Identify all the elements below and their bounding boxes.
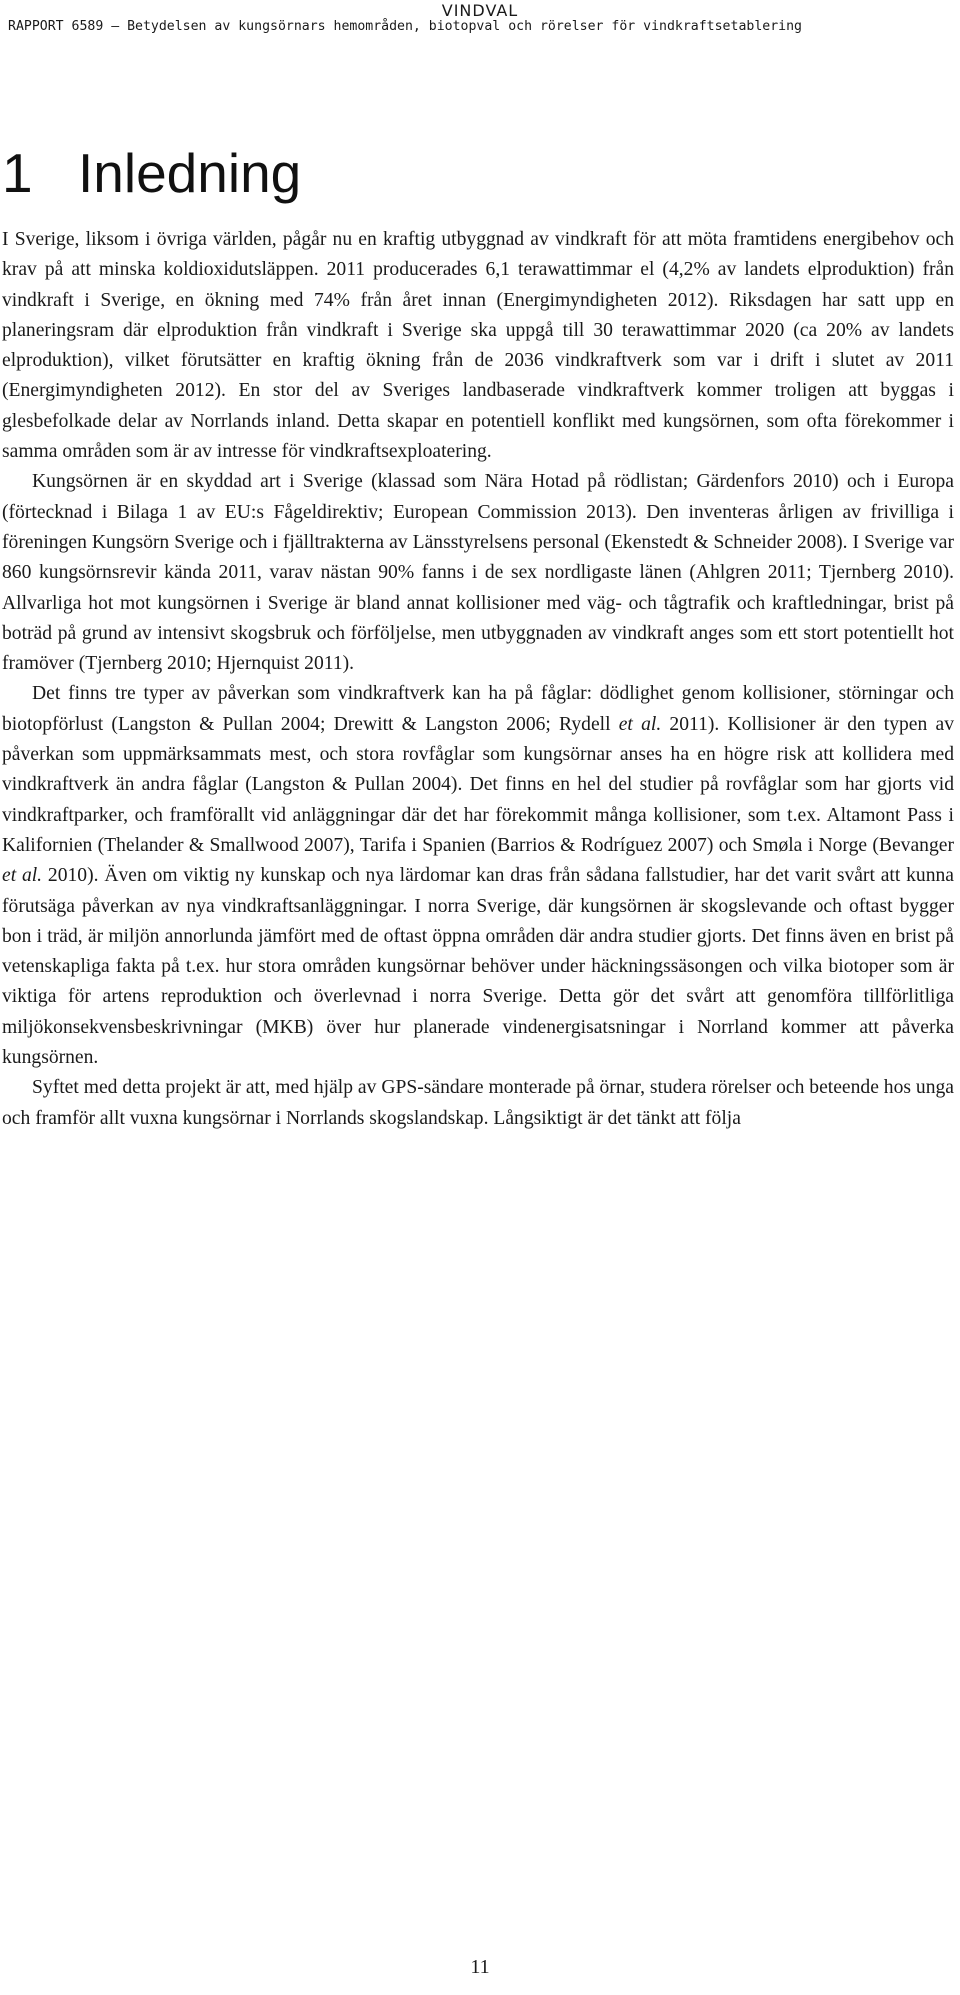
italic-et-al: et al. — [2, 865, 43, 887]
body-text — [2, 225, 954, 1134]
running-title: VINDVAL — [441, 1, 519, 20]
chapter-title: Inledning — [78, 142, 302, 204]
paragraph-project-aim: Syftet med detta projekt är att, med hjälp av GPS-sändare monterade på örnar, studera rörelser och beteende hos unga och framför allt vuxna kungsörnar i Norrlands skogslandskap. Långsiktigt är det tänkt att följa — [2, 1077, 954, 1129]
report-title-line: RAPPORT 6589 – Betydelsen av kungsörnars hemområden, biotopval och rörelser för vindkraftsetablering — [8, 19, 802, 34]
paragraph-protection-status: Kungsörnen är en skyddad art i Sverige (klassad som Nära Hotad på rödlistan; Gärdenfors 2010) och i Europa (förtecknad i Bilaga 1 av EU:s Fågeldirektiv; European Commission 2013). Den inventeras årligen av frivilliga i föreningen Kungsörn Sverige och i fjälltrakterna av Länsstyrelsens personal (Ekenstedt & Schneider 2008). I Sverige var 860 kungsörnsrevir kända 2011, varav nästan 90% fanns i de sex nordligaste länen (Ahlgren 2011; Tjernberg 2010). Allvarliga hot mot kungsörnen i Sverige är bland annat kollisioner med väg- och tågtrafik och kraftledningar, brist på boträd på grund av intensivt skogsbruk och förföljelse, men utbyggnaden av vindkraft anges som ett stort potentiellt hot framöver (Tjernberg 2010; Hjernquist 2011). — [2, 471, 954, 675]
chapter-heading — [2, 138, 301, 208]
page-header — [0, 0, 960, 40]
paragraph-impact-types: Det finns tre typer av påverkan som vindkraftverk kan ha på fåglar: dödlighet genom kollisioner, störningar och biotopförlust (Langston & Pullan 2004; Drewitt & Langston 2006; Rydell et al. 2011). Kollisioner är den typen av påverkan som uppmärksammats mest, och stora rovfåglar som kungsörnar anses ha en högre risk att kollidera med vindkraftverk än andra fåglar (Langston & Pullan 2004). Det finns en hel del studier på rovfåglar som har gjorts vid vindkraftparker, och framförallt vid anläggningar där det har förekommit många kollisioner, som t.ex. Altamont Pass i Kalifornien (Thelander & Smallwood 2007), Tarifa i Spanien (Barrios & Rodríguez 2007) och Smøla i Norge (Bevanger et al. 2010). Även om viktig ny kunskap och nya lärdomar kan dras från sådana fallstudier, har det varit svårt att kunna förutsäga påverkan av nya vindkraftsanläggningar. I norra Sverige, där kungsörnen är skogslevande och oftast bygger bon i träd, är miljön annorlunda jämfört med de oftast öppna områden där andra studier gjorts. Det finns även en brist på vetenskapliga fakta på t.ex. hur stora områden kungsörnar behöver under häckningssäsongen och vilka biotoper som är viktiga för artens reproduktion och överlevnad i norra Sverige. Detta gör det svårt att genomföra tillförlitliga miljökonsekvensbeskrivningar (MKB) över hur planerade vindenergisatsningar i Norrland kommer att påverka kungsörnen. — [2, 683, 954, 1069]
page-number: 11 — [470, 1956, 490, 1978]
chapter-number: 1 — [2, 142, 33, 204]
italic-et-al: et al. — [618, 713, 662, 735]
paragraph-intro: I Sverige, liksom i övriga världen, pågår nu en kraftig utbyggnad av vindkraft för att möta framtidens energibehov och krav på att minska koldioxidutsläppen. 2011 producerades 6,1 terawattimmar el (4,2% av landets elproduktion) från vindkraft i Sverige, en ökning med 74% från året innan (Energimyndigheten 2012). Riksdagen har satt upp en planeringsram där elproduktion från vindkraft i Sverige ska uppgå till 30 terawattimmar 2020 (ca 20% av landets elproduktion), vilket förutsätter en kraftig ökning från de 2036 vindkraftverk som var i drift i slutet av 2011 (Energimyndigheten 2012). En stor del av Sveriges landbaserade vindkraftverk kommer troligen att byggas i glesbefolkade delar av Norrlands inland. Detta skapar en potentiell konflikt med kungsörnen, som ofta förekommer i samma områden som är av intresse för vindkraftsexploatering. — [2, 229, 954, 463]
